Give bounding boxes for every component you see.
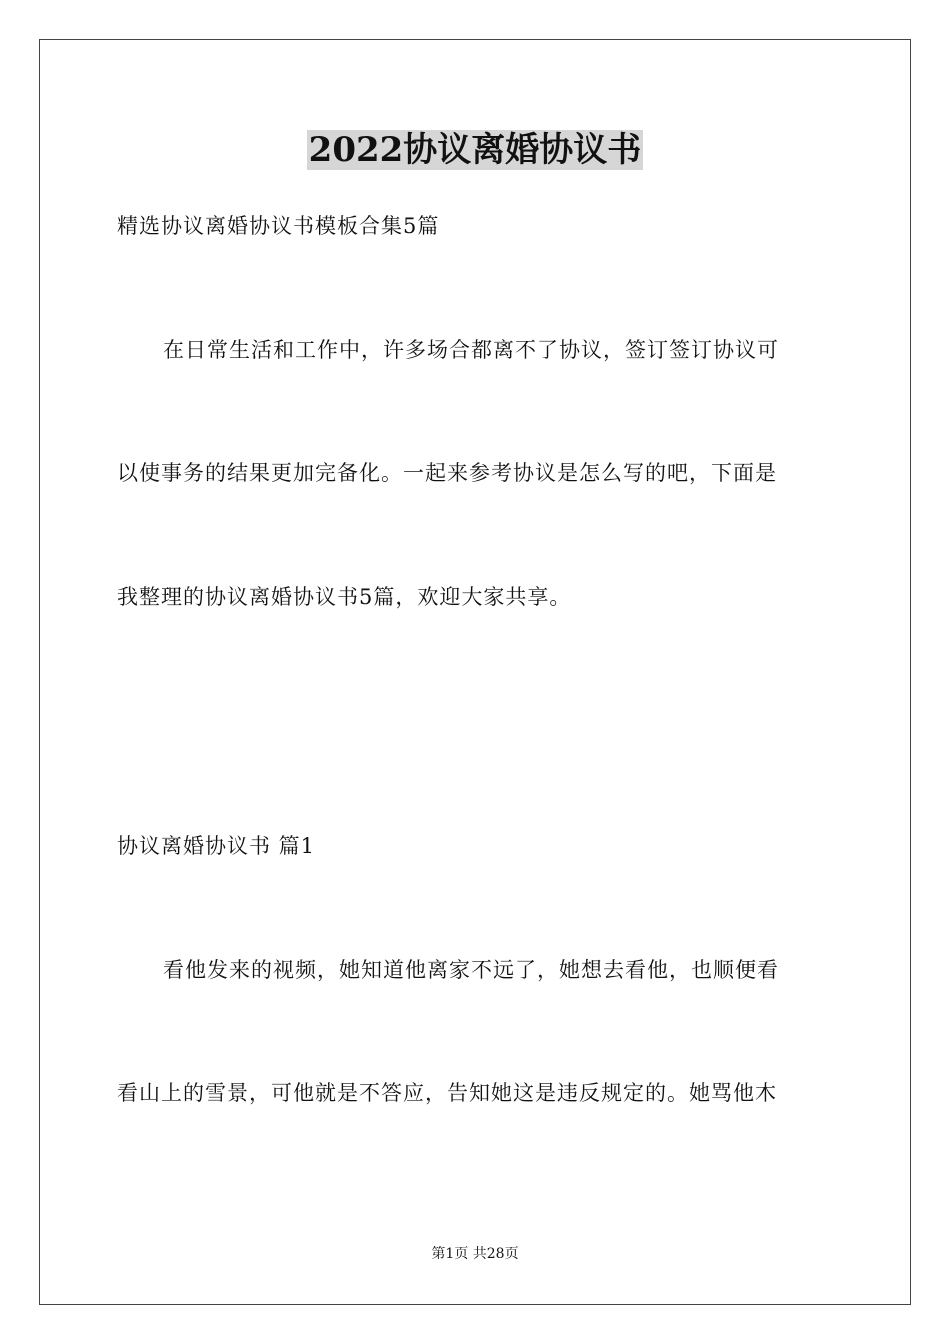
document-title	[0, 126, 950, 174]
paragraph-line: 以使事务的结果更加完备化。一起来参考协议是怎么写的吧，下面是	[117, 461, 777, 485]
document-subtitle: 精选协议离婚协议书模板合集5篇	[117, 214, 440, 238]
page-footer: 第1页 共28页	[431, 1246, 519, 1262]
paragraph-line: 在日常生活和工作中，许多场合都离不了协议，签订签订协议可	[163, 338, 779, 362]
paragraph-line: 看山上的雪景，可他就是不答应，告知她这是违反规定的。她骂他木	[117, 1081, 777, 1105]
document-title-text: 2022协议离婚协议书	[308, 130, 642, 170]
section-heading: 协议离婚协议书 篇1	[117, 834, 316, 858]
paragraph-line: 我整理的协议离婚协议书5篇，欢迎大家共享。	[117, 585, 572, 609]
paragraph-line: 看他发来的视频，她知道他离家不远了，她想去看他，也顺便看	[163, 958, 779, 982]
